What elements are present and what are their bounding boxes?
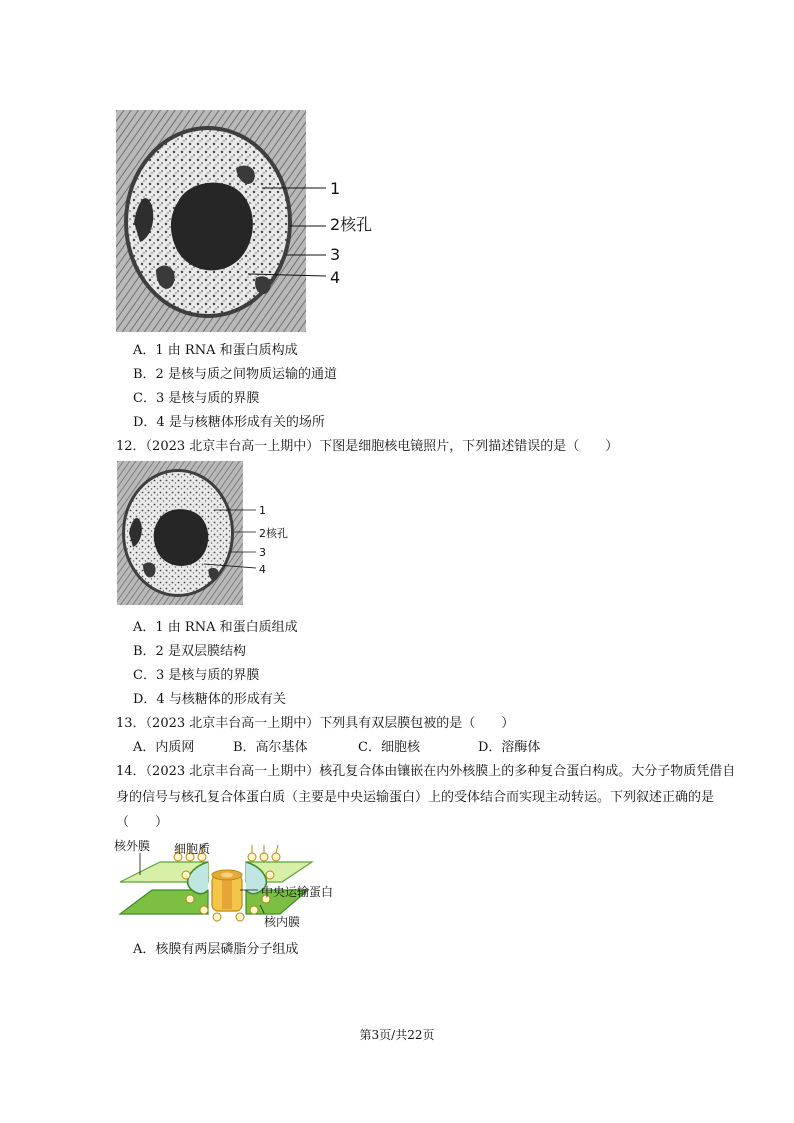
q11-option-d: D．4 是与核糖体形成有关的场所 (133, 415, 325, 430)
q13-option-d: D．溶酶体 (478, 740, 541, 755)
q12-option-a: A．1 由 RNA 和蛋白质组成 (133, 620, 298, 635)
q14-stem-line3: （ ） (116, 815, 169, 830)
figure1-label-4: 4 (330, 268, 341, 287)
q14-option-a: A．核膜有两层磷脂分子组成 (133, 942, 299, 957)
q12-option-d: D．4 与核糖体的形成有关 (133, 692, 286, 707)
figure1-label-3: 3 (330, 245, 341, 264)
q11-option-b: B．2 是核与质之间物质运输的通道 (133, 367, 337, 382)
figure1-label-1: 1 (330, 179, 341, 198)
figure1-label-2: 2核孔 (330, 215, 373, 234)
q11-option-c: C．3 是核与质的界膜 (133, 391, 260, 406)
label-central-transport-protein: 中央运输蛋白 (261, 885, 334, 899)
q13-stem: 13．（2023 北京丰台高一上期中）下列具有双层膜包被的是（ ） (116, 716, 515, 731)
label-cytoplasm: 细胞质 (174, 842, 211, 856)
figure2-label-1: 1 (259, 504, 266, 517)
figure2-label-3: 3 (259, 546, 266, 559)
label-inner-membrane: 核内膜 (264, 915, 301, 929)
label-outer-membrane: 核外膜 (114, 839, 151, 853)
q12-option-c: C．3 是核与质的界膜 (133, 668, 260, 683)
q14-stem-line2: 身的信号与核孔复合体蛋白质（主要是中央运输蛋白）上的受体结合而实现主动转运。下列叙述正确的是 (116, 790, 715, 805)
q14-stem-line1: 14．（2023 北京丰台高一上期中）核孔复合体由镶嵌在内外核膜上的多种复合蛋白构成。大分子物质凭借自 (116, 764, 736, 779)
figure2-label-2: 2核孔 (259, 527, 288, 540)
figure2-label-4: 4 (259, 563, 266, 576)
q13-option-a: A．内质网 (133, 740, 195, 755)
q13-option-b: B．高尔基体 (233, 740, 308, 755)
q12-stem: 12．（2023 北京丰台高一上期中）下图是细胞核电镜照片，下列描述错误的是（ ） (116, 439, 619, 454)
q11-option-a: A．1 由 RNA 和蛋白质构成 (133, 343, 298, 358)
q13-option-c: C．细胞核 (358, 740, 420, 755)
page-footer: 第3页/共22页 (359, 1028, 435, 1042)
q12-option-b: B．2 是双层膜结构 (133, 644, 246, 659)
